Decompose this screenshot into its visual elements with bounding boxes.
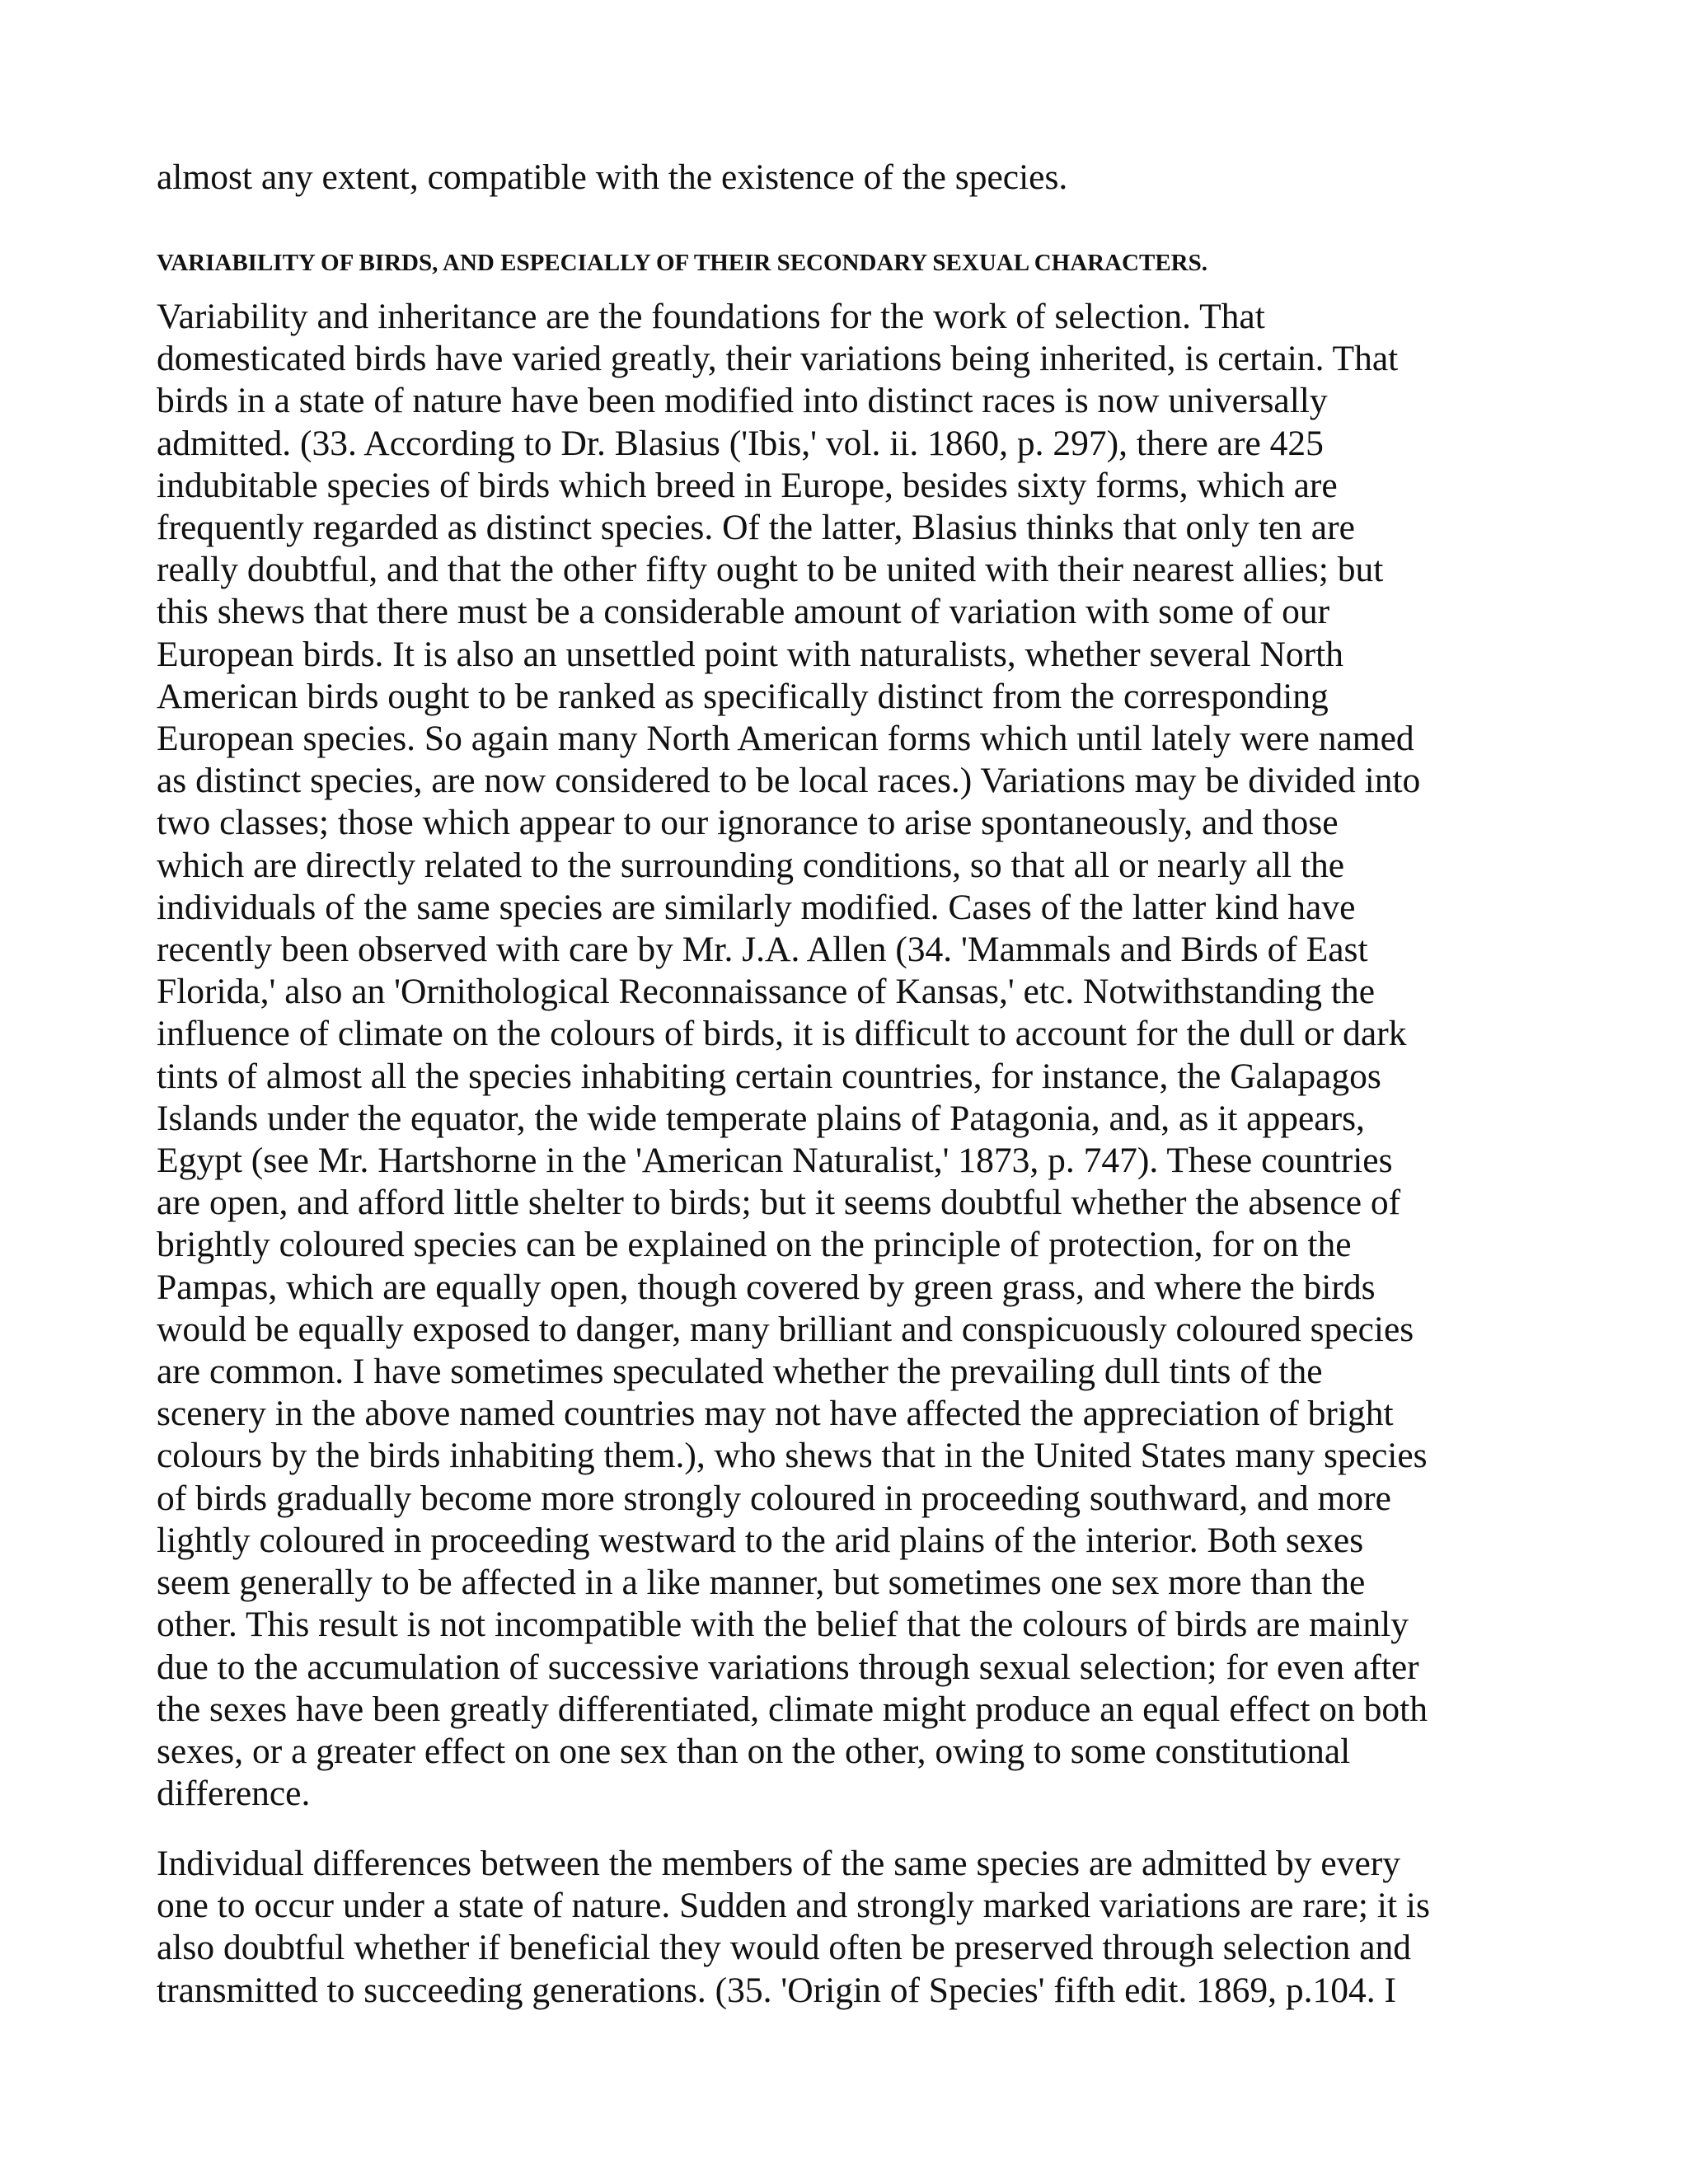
text-line: are open, and afford little shelter to birds; but it seems doubtful whether the absence of [157, 1183, 1401, 1223]
continuation-line: almost any extent, compatible with the existence of the species. [157, 157, 1068, 197]
text-line: Egypt (see Mr. Hartshorne in the 'American Naturalist,' 1873, p. 747). These countries [157, 1141, 1393, 1181]
text-line: of birds gradually become more strongly coloured in proceeding southward, and more [157, 1478, 1391, 1518]
text-line: would be equally exposed to danger, many brilliant and conspicuously coloured species [157, 1309, 1414, 1349]
paragraph-1 [157, 296, 1548, 1815]
text-line: Variability and inheritance are the foundations for the work of selection. That [157, 297, 1265, 336]
text-line: one to occur under a state of nature. Sudden and strongly marked variations are rare; it is [157, 1886, 1430, 1926]
section-heading: VARIABILITY OF BIRDS, AND ESPECIALLY OF THEIR SECONDARY SEXUAL CHARACTERS. [157, 250, 1207, 276]
text-line: European birds. It is also an unsettled point with naturalists, whether several North [157, 634, 1344, 674]
text-line: other. This result is not incompatible with the belief that the colours of birds are mainly [157, 1605, 1409, 1645]
text-line: Florida,' also an 'Ornithological Reconnaissance of Kansas,' etc. Notwithstanding the [157, 972, 1376, 1012]
text-line: birds in a state of nature have been modified into distinct races is now universally [157, 381, 1328, 421]
text-line: due to the accumulation of successive variations through sexual selection; for even after [157, 1647, 1419, 1687]
text-line: indubitable species of birds which breed in Europe, besides sixty forms, which are [157, 465, 1338, 505]
text-line: the sexes have been greatly differentiated, climate might produce an equal effect on both [157, 1689, 1428, 1729]
text-line: sexes, or a greater effect on one sex than on the other, owing to some constitutional [157, 1731, 1351, 1771]
text-line: which are directly related to the surrounding conditions, so that all or nearly all the [157, 845, 1345, 885]
text-line: individuals of the same species are similarly modified. Cases of the latter kind have [157, 887, 1356, 927]
text-line: tints of almost all the species inhabiting certain countries, for instance, the Galapagos [157, 1056, 1381, 1096]
text-line: Pampas, which are equally open, though covered by green grass, and where the birds [157, 1267, 1376, 1307]
text-line: brightly coloured species can be explained on the principle of protection, for on the [157, 1225, 1352, 1265]
text-line: scenery in the above named countries may not have affected the appreciation of bright [157, 1394, 1394, 1434]
text-line: admitted. (33. According to Dr. Blasius ('Ibis,' vol. ii. 1860, p. 297), there are 425 [157, 423, 1324, 463]
text-line: difference. [157, 1774, 311, 1814]
text-line: lightly coloured in proceeding westward to the arid plains of the interior. Both sexes [157, 1520, 1364, 1560]
text-line: Islands under the equator, the wide temperate plains of Patagonia, and, as it appears, [157, 1098, 1365, 1138]
text-line: American birds ought to be ranked as specifically distinct from the corresponding [157, 676, 1329, 716]
paragraph-2 [157, 1843, 1548, 2012]
text-line: really doubtful, and that the other fifty ought to be united with their nearest allies; but [157, 550, 1384, 590]
text-line: Individual differences between the members of the same species are admitted by every [157, 1844, 1401, 1883]
text-line: frequently regarded as distinct species. Of the latter, Blasius thinks that only ten are [157, 508, 1355, 548]
text-line: recently been observed with care by Mr. J.A. Allen (34. 'Mammals and Birds of East [157, 930, 1368, 970]
text-line: as distinct species, are now considered to be local races.) Variations may be divided into [157, 761, 1421, 801]
text-line: are common. I have sometimes speculated whether the prevailing dull tints of the [157, 1352, 1323, 1392]
text-line: also doubtful whether if beneficial they would often be preserved through selection and [157, 1928, 1412, 1968]
text-line: two classes; those which appear to our ignorance to arise spontaneously, and those [157, 803, 1339, 843]
text-line: European species. So again many North American forms which until lately were named [157, 719, 1414, 759]
text-line: influence of climate on the colours of birds, it is difficult to account for the dull or dark [157, 1014, 1407, 1054]
text-line: transmitted to succeeding generations. (35. 'Origin of Species' fifth edit. 1869, p.104. I [157, 1970, 1396, 2010]
text-line: seem generally to be affected in a like manner, but sometimes one sex more than the [157, 1563, 1366, 1603]
text-line: colours by the birds inhabiting them.), who shews that in the United States many species [157, 1436, 1428, 1476]
text-line: this shews that there must be a considerable amount of variation with some of our [157, 592, 1330, 632]
text-line: domesticated birds have varied greatly, their variations being inherited, is certain. That [157, 339, 1399, 379]
